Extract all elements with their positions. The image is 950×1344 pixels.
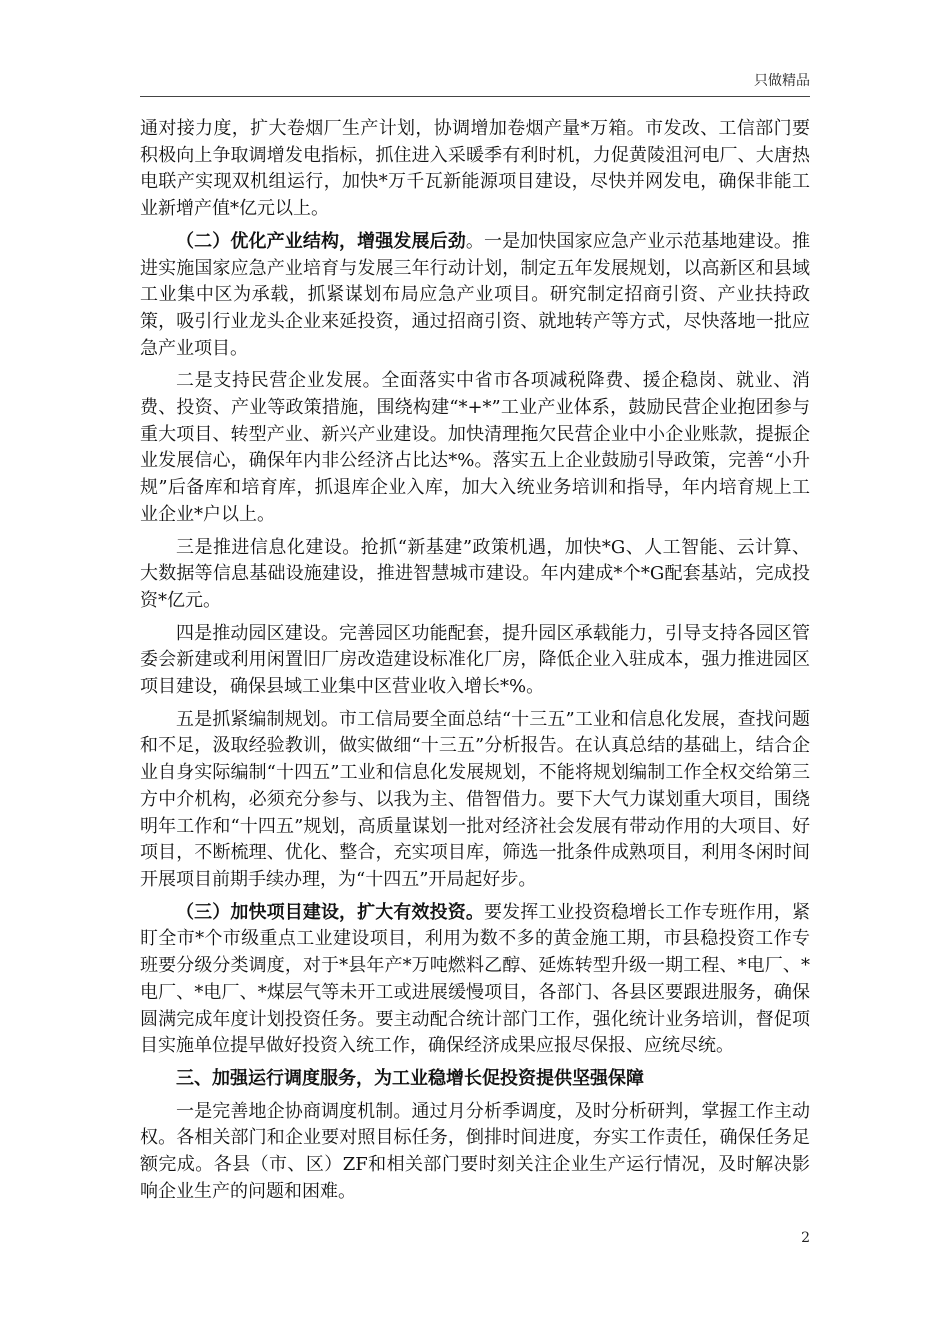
paragraph-text: 。一是加快国家应急产业示范基地建设。推进实施国家应急产业培育与发展三年行动计划，制定五年发展规划，以高新区和县域工业集中区为承载，抓紧谋划布局应急产业项目。研究制定招商引资、产业扶持政策，吸引行业龙头企业来延投资，通过招商引资、就地转产等方式，尽快落地一批应急产业项目。 bbox=[140, 230, 811, 359]
section-heading-3: 三、加强运行调度服务，为工业稳增长促投资提供坚强保障 bbox=[176, 1067, 644, 1089]
subheading-3: （三）加快项目建设，扩大有效投资。 bbox=[176, 901, 484, 923]
paragraph-continuation bbox=[140, 116, 810, 223]
paragraph-text: 四是推动园区建设。完善园区功能配套，提升园区承载能力，引导支持各园区管委会新建或利用闲置旧厂房改造建设标准化厂房，降低企业入驻成本，强力推进园区项目建设，确保县域工业集中区营业收入增长*%。 bbox=[140, 622, 810, 698]
paragraph-optimize-industry bbox=[140, 229, 810, 363]
header-tagline: 只做精品 bbox=[754, 73, 810, 89]
paragraph-text: 二是支持民营企业发展。全面落实中省市各项减税降费、援企稳岗、就业、消费、投资、产业等政策措施，围绕构建“*+*”工业产业体系，鼓励民营企业抱团参与重大项目、转型产业、新兴产业建设。加快清理拖欠民营企业中小企业账款，提振企业发展信心，确保年内非公经济占比达*%。落实五上企业鼓励引导政策，完善“小升规”后备库和培育库，抓退库企业入库，加大入统业务培训和指导，年内培育规上工业企业*户以上。 bbox=[140, 370, 810, 525]
paragraph-text: 三是推进信息化建设。抢抓“新基建”政策机遇，加快*G、人工智能、云计算、大数据等信息基础设施建设，推进智慧城市建设。年内建成*个*G配套基站，完成投资*亿元。 bbox=[140, 536, 810, 611]
paragraph-planning bbox=[140, 707, 810, 894]
paragraph-text: 五是抓紧编制规划。市工信局要全面总结“十三五”工业和信息化发展，查找问题和不足，汲取经验教训，做实做细“十三五”分析报告。在认真总结的基础上，结合企业自身实际编制“十四五”工业和信息化发展规划，不能将规划编制工作全权交给第三方中介机构，必须充分参与、以我为主、借智借力。要下大气力谋划重大项目，围绕明年工作和“十四五”规划，高质量谋划一批对经济社会发展有带动作用的大项目、好项目，不断梳理、优化、整合，充实项目库，筛选一批条件成熟项目，利用冬闲时间开展项目前期手续办理，为“十四五”开局起好步。 bbox=[140, 708, 810, 890]
paragraph-coordination bbox=[140, 1099, 810, 1206]
page-number: 2 bbox=[801, 1230, 810, 1246]
paragraph-text: 一是完善地企协商调度机制。通过月分析季调度，及时分析研判，掌握工作主动权。各相关部门和企业要对照目标任务，倒排时间进度，夯实工作责任，确保任务足额完成。各县（市、区）ZF和相关部门要时刻关注企业生产运行情况，及时解决影响企业生产的问题和困难。 bbox=[140, 1100, 810, 1202]
paragraph-informatization bbox=[140, 535, 810, 615]
paragraph-private-enterprise bbox=[140, 368, 810, 528]
paragraph-project-investment bbox=[140, 900, 810, 1060]
subheading-2: （二）优化产业结构，增强发展后劲 bbox=[176, 230, 466, 252]
header-divider bbox=[140, 96, 810, 97]
paragraph-text: 要发挥工业投资稳增长工作专班作用，紧盯全市*个市级重点工业建设项目，利用为数不多的黄金施工期，市县稳投资工作专班要分级分类调度，对于*县年产*万吨燃料乙醇、延炼转型升级一期工程、*电厂、*电厂、*电厂、*煤层气等未开工或进展缓慢项目，各部门、各县区要跟进服务，确保圆满完成年度计划投资任务。要主动配合统计部门工作，强化统计业务培训，督促项目实施单位提早做好投资入统工作，确保经济成果应报尽保报、应统尽统。 bbox=[140, 901, 810, 1057]
paragraph-text: 通对接力度，扩大卷烟厂生产计划，协调增加卷烟产量*万箱。市发改、工信部门要积极向上争取调增发电指标，抓住进入采暖季有利时机，力促黄陵沮河电厂、大唐热电联产实现双机组运行，加快*万千瓦新能源项目建设，尽快并网发电，确保非能工业新增产值*亿元以上。 bbox=[140, 118, 810, 220]
paragraph-park-construction bbox=[140, 621, 810, 701]
document-body bbox=[140, 116, 810, 1211]
